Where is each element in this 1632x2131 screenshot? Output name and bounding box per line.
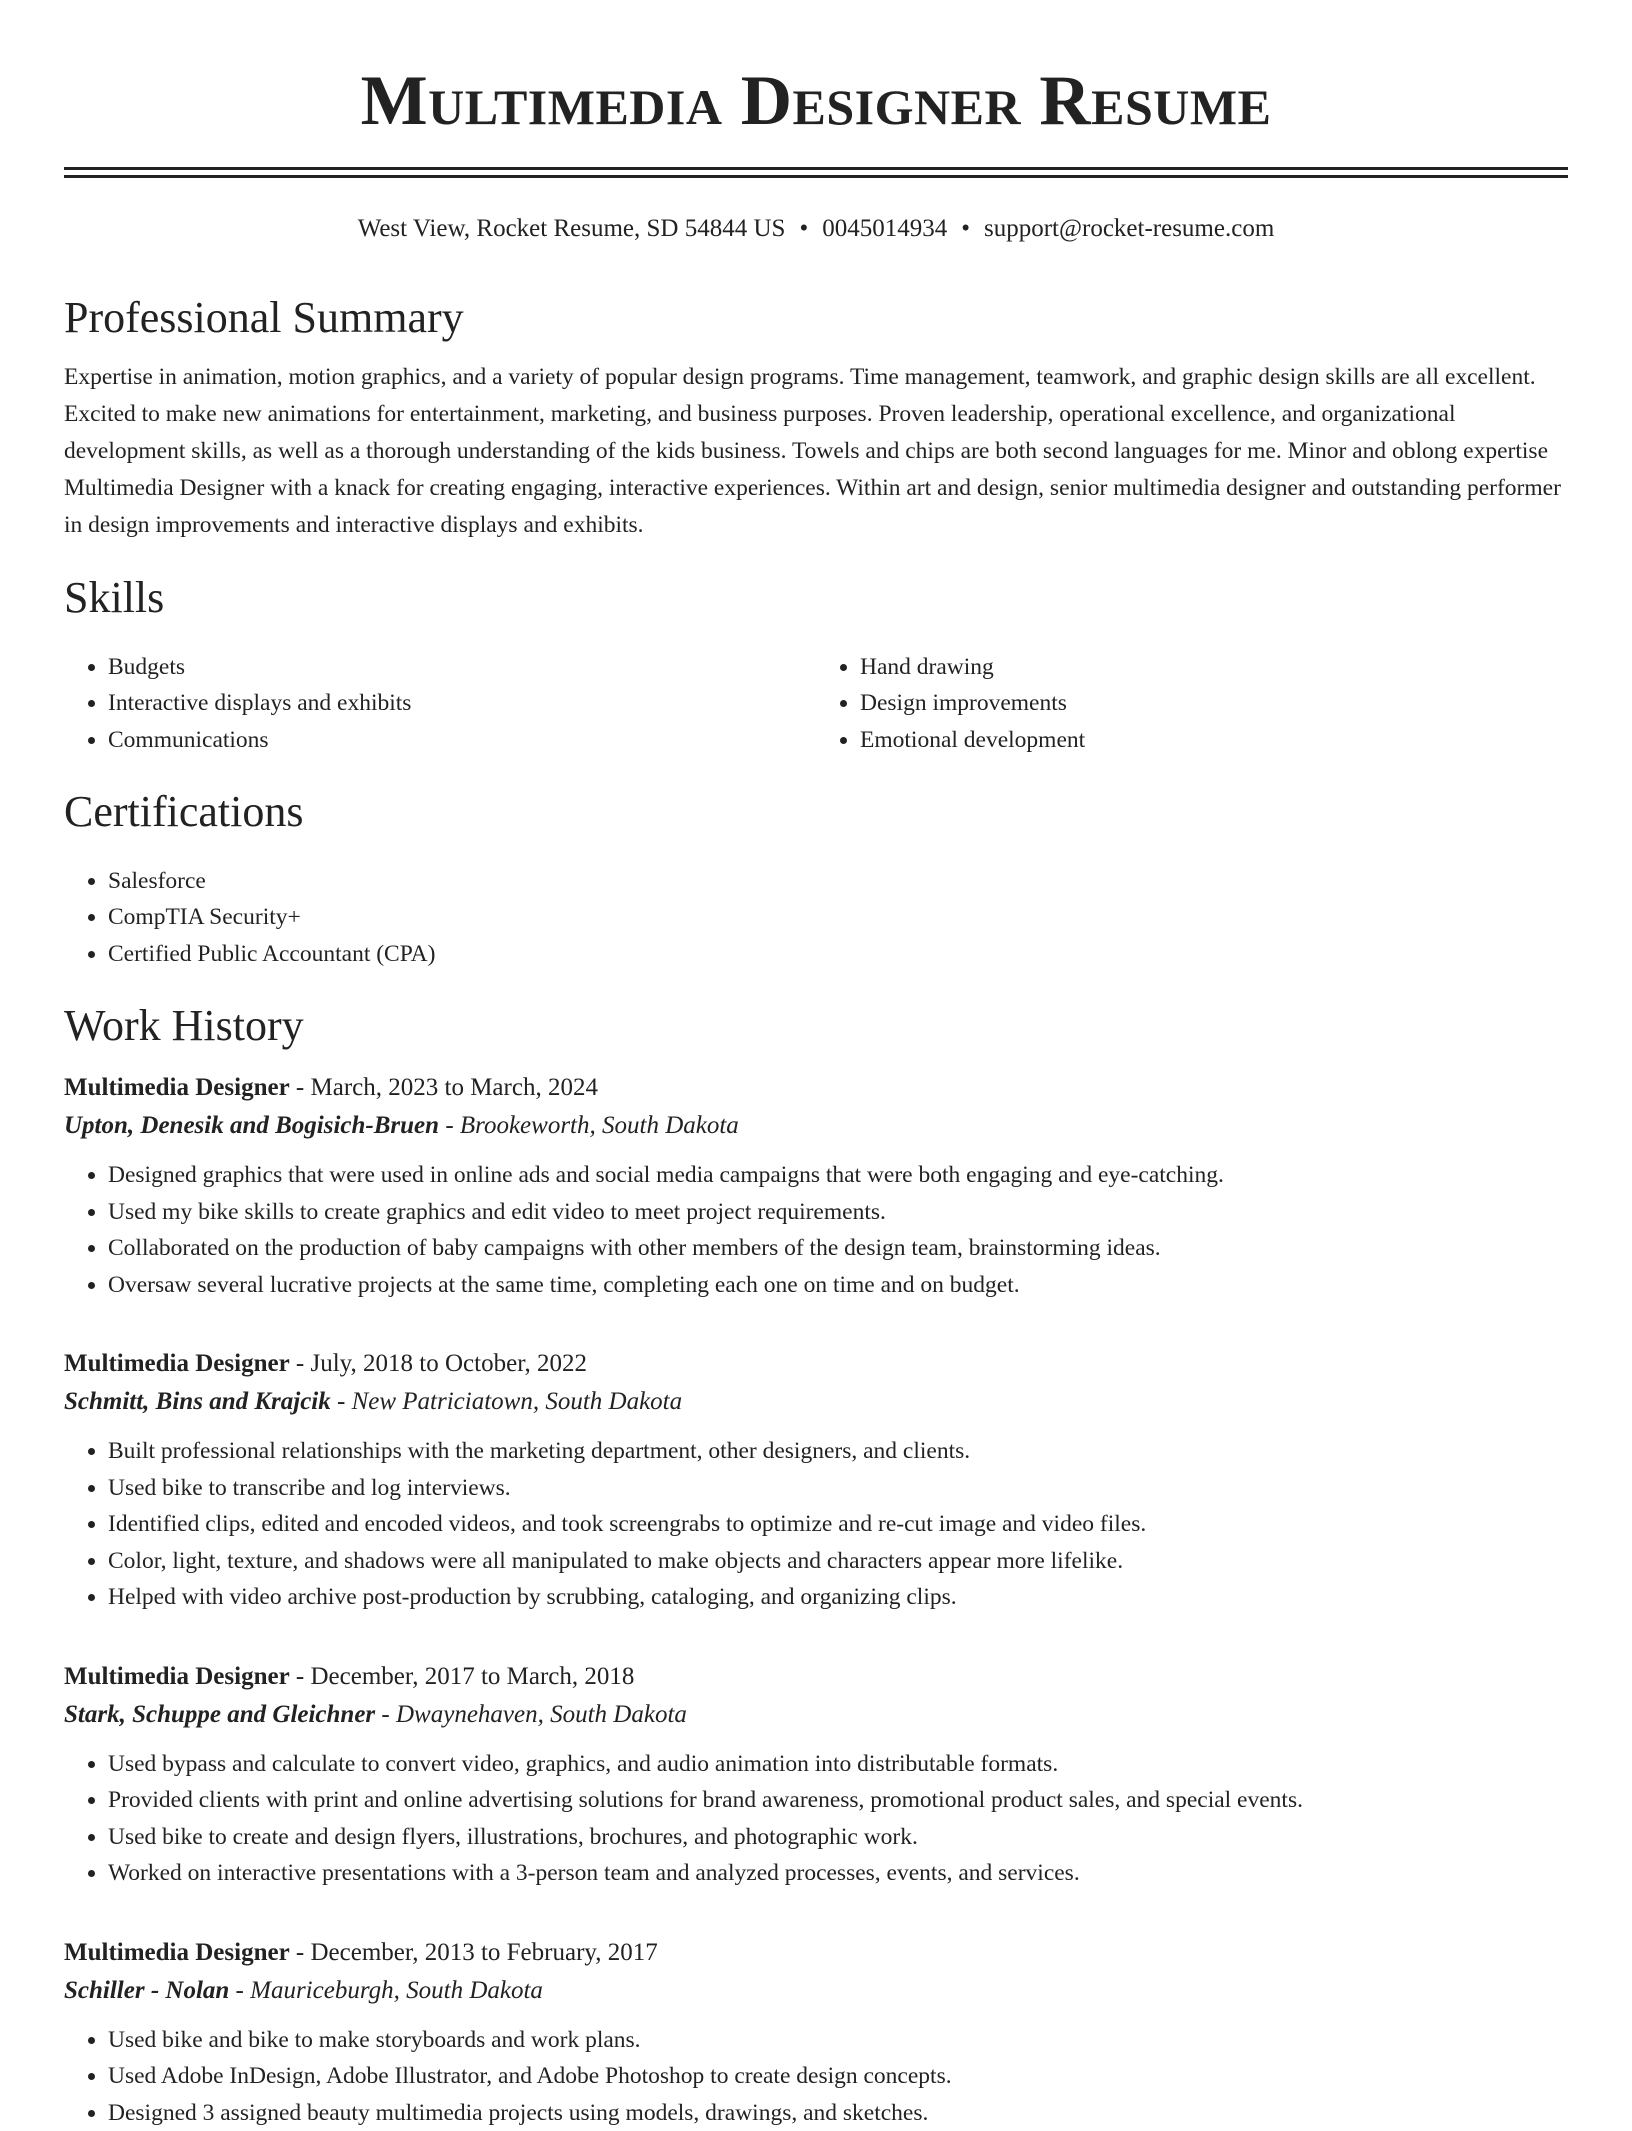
job-role: Multimedia Designer [64, 1662, 290, 1690]
skill-item: • Communications [108, 722, 816, 759]
job-entry [64, 1658, 1568, 1892]
job-dates: March, 2023 to March, 2024 [310, 1074, 598, 1102]
job-company: Stark, Schuppe and Gleichner [64, 1700, 376, 1728]
job-location: New Patriciatown, South Dakota [351, 1388, 683, 1416]
job-bullets [64, 1746, 1568, 1892]
certifications-list [64, 863, 1568, 973]
job-entry [64, 1345, 1568, 1616]
skill-item: • Hand drawing [860, 649, 1568, 686]
job-title-line: Multimedia Designer - March, 2023 to March, 2024 [64, 1074, 598, 1102]
job-bullet: • Worked on interactive presentations with a 3-person team and analyzed processes, events, and services. [108, 1855, 1568, 1892]
job-title-line: Multimedia Designer - July, 2018 to October, 2022 [64, 1350, 588, 1378]
job-bullet: • Color, light, texture, and shadows were all manipulated to make objects and characters appear more lifelike. [108, 1543, 1568, 1580]
job-location: Brookeworth, South Dakota [459, 1112, 739, 1140]
job-bullet: • Provided clients with print and online advertising solutions for brand awareness, promotional product sales, and special events. [108, 1782, 1568, 1819]
job-bullet: • Built professional relationships with the marketing department, other designers, and clients. [108, 1433, 1568, 1470]
job-company: Upton, Denesik and Bogisich-Bruen [64, 1112, 440, 1140]
job-bullet: • Used Adobe InDesign, Adobe Illustrator, and Adobe Photoshop to create design concepts. [108, 2058, 1568, 2095]
job-dates: July, 2018 to October, 2022 [310, 1350, 588, 1378]
job-role: Multimedia Designer [64, 1938, 290, 1966]
job-bullet: • Identified clips, edited and encoded videos, and took screengrabs to optimize and re-cut image and video files. [108, 1506, 1568, 1543]
job-entry [64, 1069, 1568, 1303]
job-role: Multimedia Designer [64, 1074, 290, 1102]
job-bullet: • Used bike and bike to make storyboards and work plans. [108, 2022, 1568, 2059]
job-company-line: Stark, Schuppe and Gleichner - Dwaynehaven, South Dakota [64, 1700, 687, 1728]
summary-text: Expertise in animation, motion graphics, and a variety of popular design programs. Time management, teamwork, and graphic design skills are all excellent. Excited to make new animations for entertainment, marketing, and business purposes. Proven leadership, operational excellence, and organizational development skills, as well as a thorough understanding of the kids business. Towels and chips are both second languages for me. Minor and oblong expertise Multimedia Designer with a knack for creating engaging, interactive experiences. Within art and design, senior multimedia designer and outstanding performer in design improvements and interactive displays and exhibits. [64, 363, 1561, 538]
job-bullet: • Designed graphics that were used in online ads and social media campaigns that were both engaging and eye-catching. [108, 1157, 1568, 1194]
contact-line [64, 214, 1568, 244]
contact-phone: 0045014934 [822, 215, 948, 242]
job-title-line: Multimedia Designer - December, 2017 to March, 2018 [64, 1662, 635, 1690]
job-bullet: • Collaborated on the production of baby campaigns with other members of the design team, brainstorming ideas. [108, 1230, 1568, 1267]
skills-heading: Skills [64, 572, 165, 622]
job-bullet: • Helped with video archive post-production by scrubbing, cataloging, and organizing clips. [108, 1579, 1568, 1616]
summary-heading: Professional Summary [64, 293, 464, 342]
job-bullets [64, 1157, 1568, 1303]
certification-item: • Certified Public Accountant (CPA) [108, 936, 1568, 973]
page-title: Multimedia Designer Resume [360, 62, 1272, 140]
job-title-line: Multimedia Designer - December, 2013 to February, 2017 [64, 1938, 658, 1966]
contact-separator: • [799, 215, 809, 242]
job-bullet: • Used bypass and calculate to convert video, graphics, and audio animation into distributable formats. [108, 1746, 1568, 1783]
certifications-heading: Certifications [64, 787, 304, 837]
certification-item: • Salesforce [108, 863, 1568, 900]
skill-item: • Interactive displays and exhibits [108, 685, 816, 722]
contact-address: West View, Rocket Resume, SD 54844 US [357, 215, 786, 242]
certification-item: • CompTIA Security+ [108, 899, 1568, 936]
contact-separator: • [961, 215, 970, 242]
job-company-line: Upton, Denesik and Bogisich-Bruen - Brookeworth, South Dakota [64, 1112, 739, 1140]
job-company: Schmitt, Bins and Krajcik [64, 1388, 331, 1416]
job-location: Mauriceburgh, South Dakota [250, 1976, 543, 2004]
job-bullet: • Used bike to transcribe and log interviews. [108, 1470, 1568, 1507]
skill-item: • Design improvements [860, 685, 1568, 722]
job-bullet: • Oversaw several lucrative projects at the same time, completing each one on time and on budget. [108, 1267, 1568, 1304]
skills-column-right [816, 649, 1568, 759]
job-company: Schiller - Nolan [64, 1976, 230, 2004]
job-company-line: Schmitt, Bins and Krajcik - New Patriciatown, South Dakota [64, 1388, 683, 1416]
contact-email: support@rocket-resume.com [983, 215, 1275, 242]
job-role: Multimedia Designer [64, 1350, 290, 1378]
skill-item: • Budgets [108, 649, 816, 686]
work-history-heading: Work History [64, 1001, 304, 1051]
job-bullet: • Used bike to create and design flyers, illustrations, brochures, and photographic work. [108, 1819, 1568, 1856]
job-bullet: • Designed 3 assigned beauty multimedia projects using models, drawings, and sketches. [108, 2095, 1568, 2131]
job-dates: December, 2013 to February, 2017 [310, 1938, 658, 1966]
job-dates: December, 2017 to March, 2018 [310, 1662, 635, 1690]
job-bullets [64, 1433, 1568, 1616]
title-divider [64, 167, 1568, 178]
job-company-line: Schiller - Nolan - Mauriceburgh, South Dakota [64, 1976, 543, 2004]
skill-item: • Emotional development [860, 722, 1568, 759]
skills-column-left [64, 649, 816, 759]
job-entry [64, 1934, 1568, 2131]
skills-list [64, 649, 1568, 759]
job-bullets [64, 2022, 1568, 2131]
job-location: Dwaynehaven, South Dakota [396, 1700, 687, 1728]
job-bullet: • Used my bike skills to create graphics and edit video to meet project requirements. [108, 1194, 1568, 1231]
